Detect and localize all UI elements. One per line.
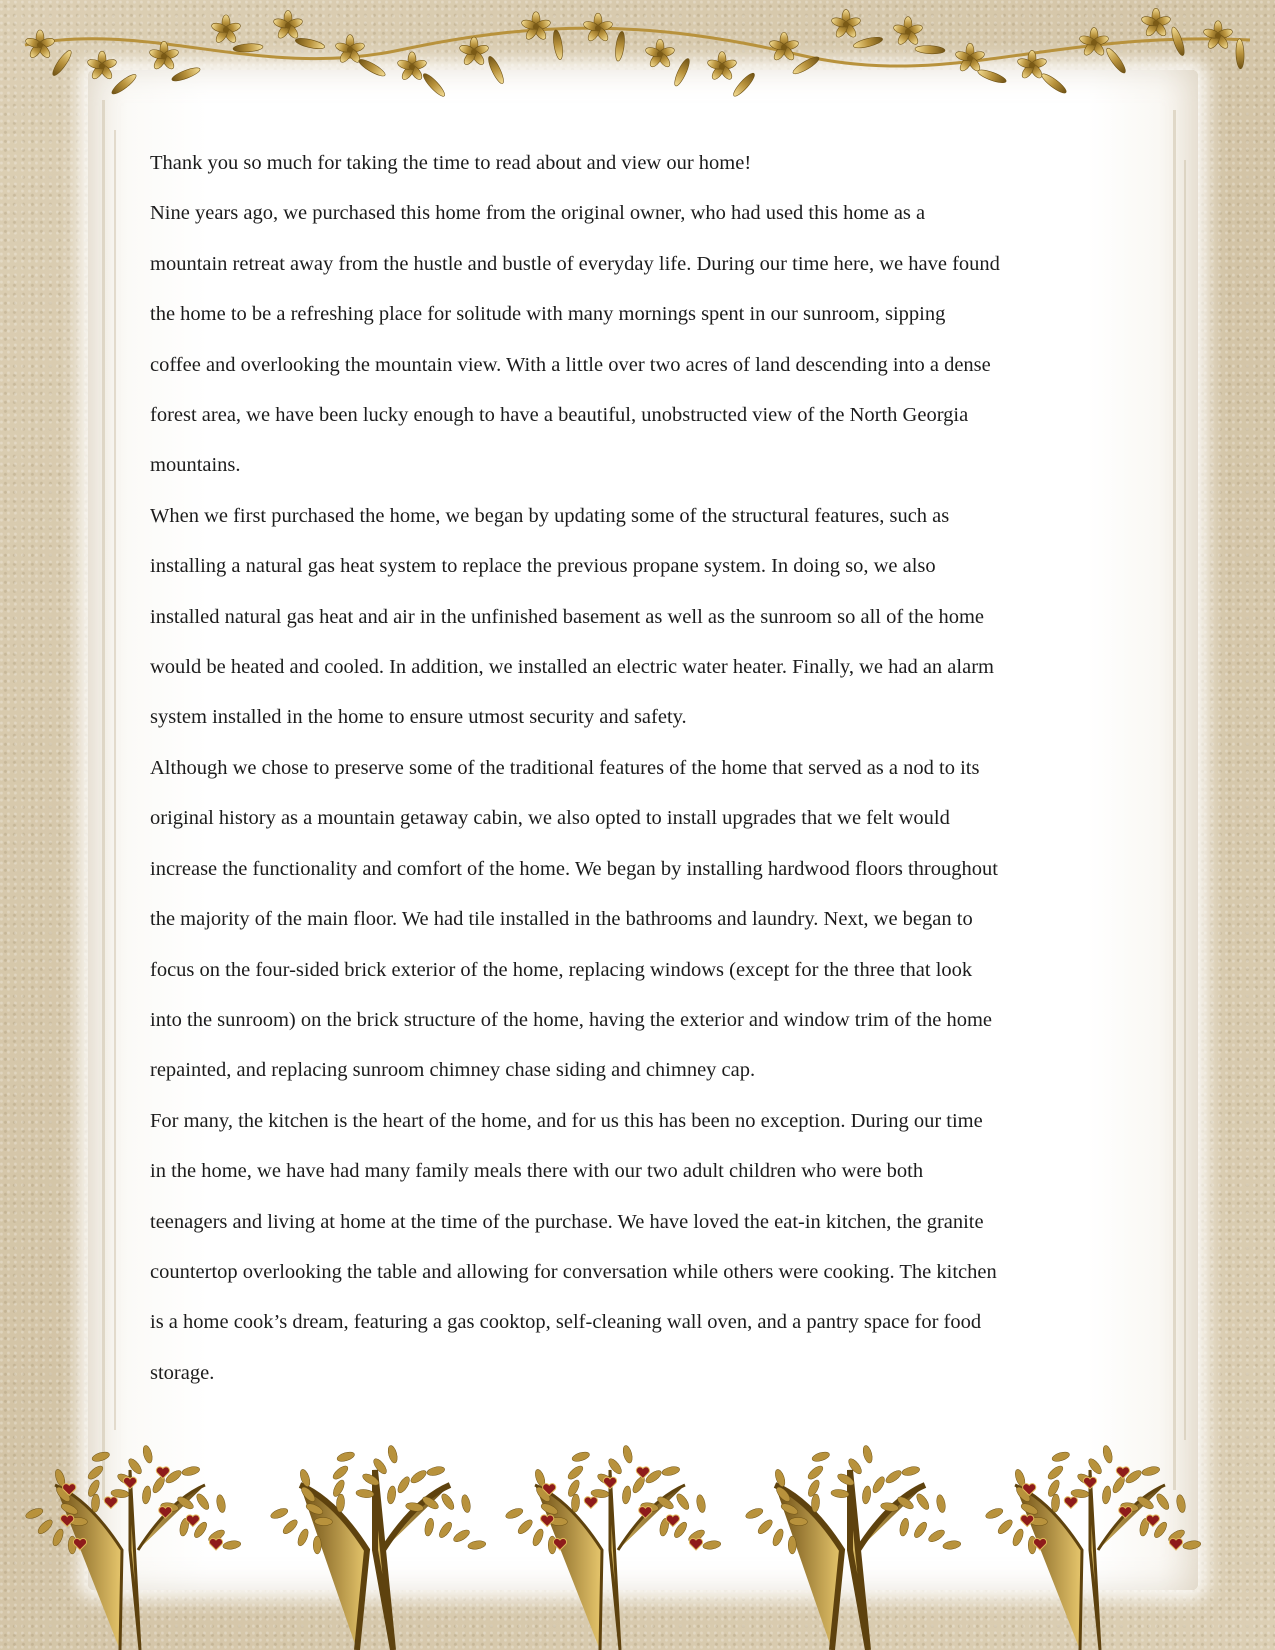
leaf-icon — [281, 1518, 300, 1536]
flower-icon — [582, 13, 626, 61]
leaf-icon — [912, 1520, 929, 1539]
leaf-icon — [771, 1528, 785, 1548]
heart-icon — [1083, 1477, 1096, 1489]
leaf-icon — [504, 1507, 524, 1521]
leaf-icon — [695, 1494, 706, 1513]
heart-icon — [104, 1497, 117, 1509]
flower-icon — [892, 17, 945, 55]
leaf-icon — [36, 1518, 55, 1536]
letter-paragraph: When we first purchased the home, we began by updating some of the structural features, such as installing a natural gas heat system to replace the previous propane system. In doing so, we also installed natural gas heat and air in the unfinished basement as well as the sunroom so all of the home would be heated and cooled. In addition, we installed an electric water heater. Finally, we had an alarm system installed in the home to ensure utmost security and safety. — [150, 504, 994, 729]
flower-icon — [1202, 21, 1244, 69]
leaf-icon — [914, 1492, 931, 1511]
leaf-icon — [313, 1536, 321, 1554]
leaf-icon — [1104, 46, 1128, 75]
leaf-icon — [661, 1465, 680, 1477]
leaf-icon — [1046, 1464, 1065, 1482]
leaf-icon — [566, 1464, 585, 1482]
leaf-icon — [1046, 1478, 1061, 1498]
flower-icon — [458, 37, 506, 85]
leaf-icon — [898, 1517, 910, 1536]
paper-texture-streak — [114, 130, 116, 1430]
leaf-icon — [1101, 1445, 1113, 1464]
leaf-icon — [935, 1494, 946, 1513]
leaf-icon — [396, 1475, 412, 1495]
flower-icon — [1078, 28, 1128, 75]
flower-icon — [210, 15, 263, 53]
leaf-icon — [566, 1478, 581, 1498]
heart-icon — [209, 1538, 222, 1550]
heart-icon — [689, 1538, 702, 1550]
paper-texture-streak — [1184, 160, 1186, 1440]
leaf-icon — [386, 1445, 398, 1464]
leaf-icon — [151, 1475, 167, 1495]
leaf-icon — [269, 1507, 289, 1521]
leaf-icon — [1235, 39, 1244, 69]
heart-icon — [1064, 1497, 1077, 1509]
leaf-icon — [984, 1507, 1004, 1521]
leaf-icon — [423, 1517, 435, 1536]
heart-icon — [1169, 1538, 1182, 1550]
heart-tree-icon — [504, 1445, 721, 1650]
floral-vine-border — [0, 0, 1275, 120]
leaf-icon — [386, 1485, 396, 1504]
leaf-icon — [731, 71, 757, 99]
leaf-icon — [516, 1518, 535, 1536]
leaf-icon — [672, 57, 692, 88]
leaf-icon — [357, 57, 387, 79]
leaf-icon — [702, 1540, 721, 1551]
leaf-icon — [336, 1450, 356, 1463]
flower-icon — [396, 52, 447, 99]
leaf-icon — [571, 1494, 580, 1513]
tree-border — [0, 1430, 1275, 1650]
leaf-icon — [171, 65, 202, 83]
leaf-icon — [460, 1494, 471, 1513]
leaf-icon — [831, 1489, 850, 1499]
leaf-icon — [233, 43, 263, 53]
leaf-icon — [91, 1494, 100, 1513]
leaf-icon — [621, 1485, 631, 1504]
leaf-icon — [571, 1450, 591, 1463]
leaf-icon — [409, 1468, 428, 1485]
leaf-icon — [294, 36, 325, 51]
leaf-icon — [1011, 1528, 1025, 1548]
leaf-icon — [439, 1492, 456, 1511]
flower-icon — [520, 12, 564, 60]
leaf-icon — [1141, 1465, 1160, 1477]
leaf-icon — [222, 1540, 241, 1551]
paper-texture-streak — [102, 100, 105, 1500]
letter-body — [150, 138, 1000, 1398]
leaf-icon — [852, 35, 883, 50]
paper-texture-streak — [1173, 110, 1176, 1490]
leaf-icon — [486, 55, 506, 85]
leaf-icon — [1182, 1540, 1201, 1551]
leaf-icon — [86, 1464, 105, 1482]
leaf-icon — [1051, 1494, 1060, 1513]
flower-icon — [86, 51, 138, 96]
leaf-icon — [1111, 1475, 1127, 1495]
leaf-icon — [437, 1520, 454, 1539]
leaf-icon — [194, 1492, 211, 1511]
leaf-icon — [426, 1465, 445, 1477]
leaf-icon — [141, 1445, 153, 1464]
leaf-icon — [1051, 1450, 1071, 1463]
leaf-icon — [1175, 1494, 1186, 1513]
leaf-icon — [141, 1485, 151, 1504]
heart-tree-icon — [269, 1445, 486, 1650]
leaf-icon — [336, 1494, 345, 1513]
leaf-icon — [927, 1528, 947, 1544]
heart-tree-icon — [24, 1445, 241, 1650]
letter-paragraph: For many, the kitchen is the heart of the home, and for us this has been no exception. During our time in the home, we have had many family meals there with our two adult children who were both teenagers and living at home at the time of the purchase. We have loved the eat-in kitchen, the granite countertop overlooking the table and allowing for conversation while others were cooking. The kitchen is a home cook’s dream, featuring a gas cooktop, self-cleaning wall oven, and a pantry space for food storage. — [150, 1109, 997, 1384]
leaf-icon — [86, 1478, 101, 1498]
leaf-icon — [861, 1485, 871, 1504]
leaf-icon — [421, 71, 447, 98]
leaf-icon — [915, 45, 945, 55]
heart-icon — [584, 1497, 597, 1509]
leaf-icon — [296, 1528, 310, 1548]
leaf-icon — [756, 1518, 775, 1536]
leaf-icon — [1101, 1485, 1111, 1504]
leaf-icon — [621, 1445, 633, 1464]
heart-tree-icon — [984, 1445, 1201, 1650]
leaf-icon — [356, 1489, 375, 1499]
leaf-icon — [977, 67, 1008, 85]
heart-tree-icon — [744, 1445, 961, 1650]
leaf-icon — [811, 1450, 831, 1463]
heart-icon — [123, 1477, 136, 1489]
leaf-icon — [806, 1464, 825, 1482]
leaf-icon — [674, 1492, 691, 1511]
leaf-icon — [181, 1465, 200, 1477]
leaf-icon — [50, 48, 74, 77]
leaf-icon — [806, 1478, 821, 1498]
heart-icon — [603, 1477, 616, 1489]
leaf-icon — [552, 29, 565, 60]
leaf-icon — [1154, 1492, 1171, 1511]
leaf-icon — [614, 31, 626, 62]
flower-icon — [954, 43, 1007, 85]
flower-icon — [706, 52, 757, 99]
letter-paragraph: Nine years ago, we purchased this home from the original owner, who had used this home as a mountain retreat away from the hustle and bustle of everyday life. During our time here, we have found the home to be a refreshing place for solitude with many mornings spent in our sunroom, sipping coffee and overlooking the mountain view. With a little over two acres of land descending into a dense forest area, we have been lucky enough to have a beautiful, unobstructed view of the North Georgia mountains. — [150, 202, 1000, 477]
leaf-icon — [901, 1465, 920, 1477]
leaf-icon — [51, 1528, 65, 1548]
leaf-icon — [331, 1478, 346, 1498]
leaf-icon — [24, 1507, 44, 1521]
leaf-icon — [811, 1494, 820, 1513]
flower-icon — [644, 39, 691, 87]
leaf-icon — [744, 1507, 764, 1521]
leaf-icon — [996, 1518, 1015, 1536]
flower-icon — [1016, 50, 1068, 95]
leaf-icon — [331, 1464, 350, 1482]
flower-icon — [272, 11, 325, 51]
leaf-icon — [467, 1540, 486, 1551]
leaf-icon — [110, 72, 139, 97]
leaf-icon — [91, 1450, 111, 1463]
leaf-icon — [1169, 26, 1186, 57]
leaf-icon — [861, 1445, 873, 1464]
leaf-icon — [871, 1475, 887, 1495]
vine-stem — [25, 28, 1250, 66]
leaf-icon — [631, 1475, 647, 1495]
leaf-icon — [531, 1528, 545, 1548]
leaf-icon — [788, 1536, 796, 1554]
flower-icon — [830, 10, 883, 51]
leaf-icon — [942, 1540, 961, 1551]
leaf-icon — [1040, 71, 1069, 95]
leaf-icon — [452, 1528, 472, 1544]
flower-icon — [1140, 8, 1186, 56]
flower-icon — [24, 30, 73, 78]
leaf-icon — [884, 1468, 903, 1485]
letter-paragraph: Thank you so much for taking the time to read about and view our home! — [150, 152, 752, 174]
leaf-icon — [215, 1494, 226, 1513]
letter-paragraph: Although we chose to preserve some of the traditional features of the home that served as a nod to its original history as a mountain getaway cabin, we also opted to install upgrades that we felt would increase the functionality and comfort of the home. We began by installing hardwood floors throughout the majority of the main floor. We had tile installed in the bathrooms and laundry. Next, we began to focus on the four-sided brick exterior of the home, replacing windows (except for the three that look into the sunroom) on the brick structure of the home, having the exterior and window trim of the home repainted, and replacing sunroom chimney chase siding and chimney cap. — [150, 756, 998, 1082]
